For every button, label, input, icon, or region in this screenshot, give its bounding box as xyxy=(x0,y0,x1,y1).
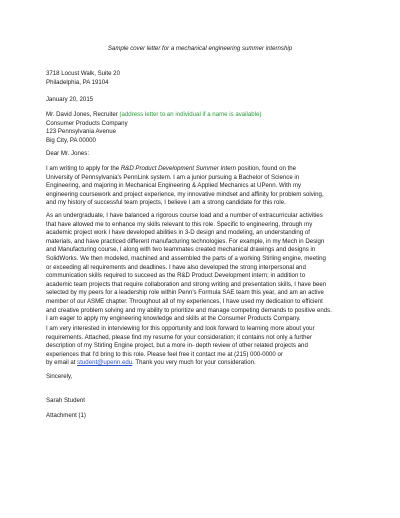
closing-line: description of my Stirling Engine project, but a more in- depth review of other related projects and xyxy=(46,342,308,350)
experience-line: academic project work I have developed abilities in 3-D design and modeling, an understanding of xyxy=(46,229,310,237)
recipient-name: Mr. David Jones, Recruiter xyxy=(46,111,118,118)
experience-line: As an undergraduate, I have balanced a rigorous course load and a number of extracurricular activities xyxy=(46,212,323,219)
experience-line: communication skills required to succeed as the R&D Product Development intern; in addition to xyxy=(46,272,306,280)
sender-city: Philadelphia, PA 19104 xyxy=(46,78,109,86)
recipient-block xyxy=(46,111,364,145)
paragraph-experience xyxy=(46,212,364,324)
closing-line: requirements. Attached, please find my resume for your consideration; it contains not only a further xyxy=(46,333,312,341)
position-title: R&D Product Development Summer Intern xyxy=(120,165,237,172)
experience-line: academic team projects that require collaboration and strong writing and presentation skills, I have been xyxy=(46,280,327,288)
document-title: Sample cover letter for a mechanical engineering summer internship xyxy=(107,45,293,52)
experience-line: and creative problem solving and my ability to prioritize and manage competing demands to positive ends. xyxy=(46,306,332,314)
experience-line: or exceeding all requirements and deadlines. I have also developed the strong interpersonal and xyxy=(46,263,306,271)
intro-line-1 xyxy=(46,165,364,174)
closing xyxy=(46,373,364,382)
experience-line: member of our ASME chapter. Throughout all of my experiences, I have used my dedication to efficient xyxy=(46,297,323,305)
salutation xyxy=(46,150,364,159)
attachment-text: Attachment (1) xyxy=(46,412,86,419)
email-tail: . Thank you very much for your consideration. xyxy=(132,359,256,367)
closing-line: I am very interested in interviewing for this opportunity and look forward to learning more about your xyxy=(46,325,315,332)
salutation-text: Dear Mr. Jones: xyxy=(46,150,90,157)
intro-lead: I am writing to apply for the xyxy=(46,165,120,172)
intro-line: and my history of successful team projects, I believe I am a strong candidate for this role. xyxy=(46,199,286,207)
signature xyxy=(46,397,364,406)
recipient-street: 123 Pennsylvania Avenue xyxy=(46,128,117,136)
sender-address xyxy=(46,70,364,87)
recipient-city: Big City, PA 00000 xyxy=(46,136,96,144)
closing-line: experiences that I'd bring to this role. Please feel free it contact me at (215) 000-0000 or xyxy=(46,350,283,358)
recipient-company: Consumer Products Company xyxy=(46,119,128,127)
signature-name: Sarah Student xyxy=(46,397,85,404)
experience-line: that have allowed me to enhance my skills relevant to this role. Specific to engineering, through my xyxy=(46,220,313,228)
email-lead: by email at xyxy=(46,359,76,367)
paragraph-intro xyxy=(46,165,364,208)
date-text: January 20, 2015 xyxy=(46,96,94,103)
experience-line: materials, and have practiced different manufacturing technologies. For example, in my Mech in Design xyxy=(46,237,325,245)
recipient-note: (address letter to an individual if a name is available) xyxy=(119,111,262,118)
paragraph-closing xyxy=(46,325,364,368)
intro-tail: position, found on the xyxy=(237,165,297,172)
intro-line: University of Pennsylvania's PennLink system. I am a junior pursuing a Bachelor of Science in xyxy=(46,173,300,181)
experience-line: selected by my peers for a leadership role within Penn's Formula SAE team this year, and am an active xyxy=(46,289,324,297)
attachment xyxy=(46,412,364,421)
intro-line: engineering coursework and project experience, my innovative mindset and affinity for problem solving, xyxy=(46,190,324,198)
experience-line: I am eager to apply my engineering knowledge and skills at the Consumer Products Company. xyxy=(46,315,301,323)
intro-line: Engineering, and majoring in Mechanical Engineering & Applied Mechanics at UPenn. With my xyxy=(46,182,302,190)
email-line xyxy=(46,359,364,368)
experience-line: SolidWorks. We then modeled, machined and assembled the parts of a working Stirling engine, meeting xyxy=(46,254,326,262)
sender-street: 3718 Locust Walk, Suite 20 xyxy=(46,70,120,77)
closing-text: Sincerely, xyxy=(46,373,73,380)
recipient-name-line xyxy=(46,111,364,120)
letter-date xyxy=(46,96,364,105)
email-link[interactable]: student@upenn.edu xyxy=(77,359,133,367)
experience-line: and Manufacturing course, I along with two teammates created mechanical drawings and designs in xyxy=(46,246,316,254)
